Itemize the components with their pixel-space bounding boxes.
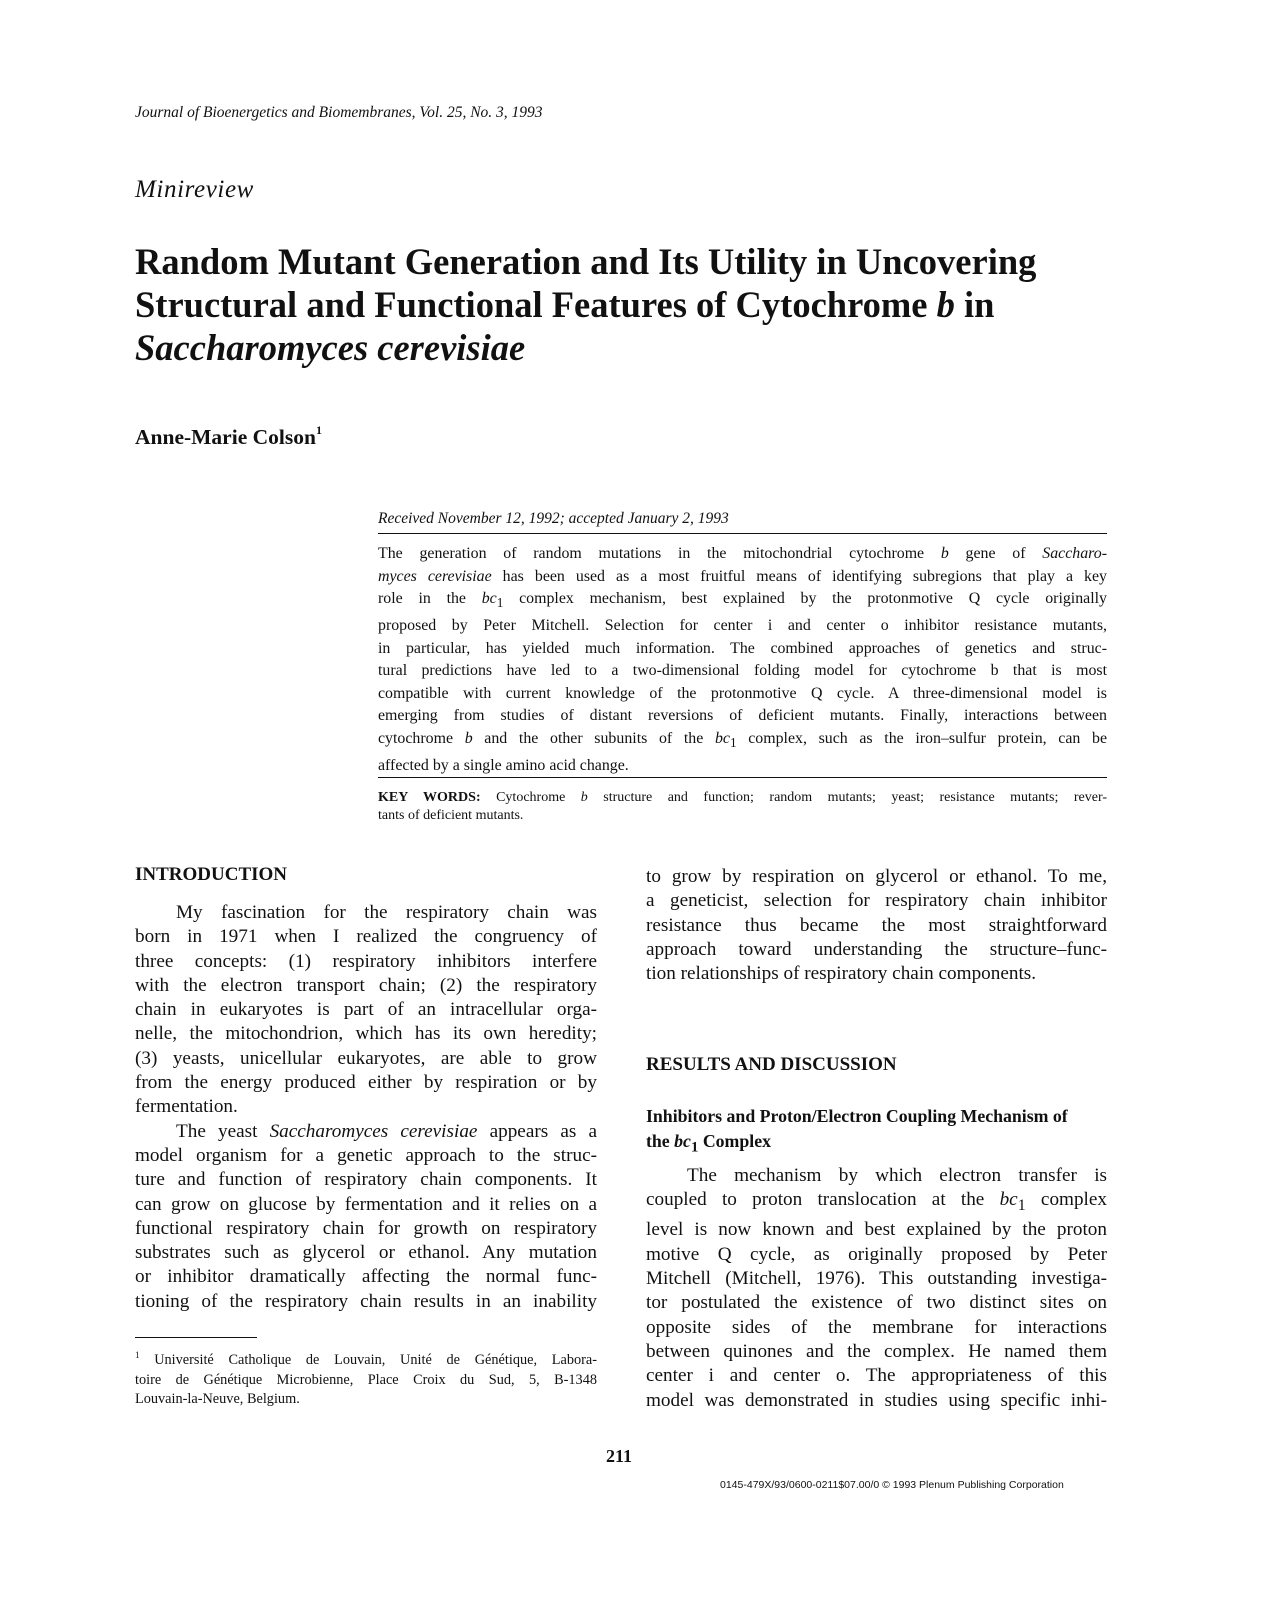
- body-line: tion relationships of respiratory chain components.: [646, 963, 1037, 985]
- subsection-heading: [646, 1104, 1107, 1161]
- abstract-line: compatible with current knowledge of the protonmotive Q cycle. A three-dimensional model is: [378, 684, 1107, 702]
- abstract-bottom-rule: [378, 777, 1107, 778]
- body-line: functional respiratory chain for growth on respiratory: [135, 1217, 597, 1239]
- body-line: resistance thus became the most straightforward: [646, 914, 1107, 936]
- body-line: (3) yeasts, unicellular eukaryotes, are able to grow: [135, 1047, 597, 1069]
- right-column: [646, 865, 1107, 986]
- body-line: or inhibitor dramatically affecting the normal func-: [135, 1266, 597, 1288]
- page-number: 211: [606, 1446, 633, 1466]
- introduction-heading: INTRODUCTION: [135, 864, 288, 885]
- keywords: [378, 789, 1107, 825]
- body-line: center i and center o. The appropriateness of this: [646, 1365, 1107, 1387]
- body-line: nelle, the mitochondrion, which has its own heredity;: [135, 1023, 597, 1045]
- footnote-line: Louvain-la-Neuve, Belgium.: [135, 1391, 300, 1408]
- author-name: Anne-Marie Colson$^1$: [135, 423, 322, 450]
- abstract-line: cytochrome b and the other subunits of the $bc_1$ complex, such as the iron–sulfur protein, can be: [378, 729, 1107, 751]
- body-line: to grow by respiration on glycerol or ethanol. To me,: [646, 866, 1107, 887]
- body-line: ture and function of respiratory chain components. It: [135, 1169, 597, 1191]
- title-line: Saccharomyces cerevisiae: [135, 327, 526, 368]
- left-column: [135, 901, 597, 1314]
- results-heading: RESULTS AND DISCUSSION: [646, 1054, 897, 1075]
- body-line: model organism for a genetic approach to the struc-: [135, 1144, 597, 1166]
- abstract-line: tural predictions have led to a two-dimensional folding model for cytochrome b that is most: [378, 662, 1107, 680]
- received-dates: Received November 12, 1992; accepted January 2, 1993: [378, 510, 729, 527]
- abstract-line: in particular, has yielded much information. The combined approaches of genetics and struc-: [378, 639, 1107, 657]
- body-line: tor postulated the existence of two distinct sites on: [646, 1292, 1107, 1314]
- subsection-heading-line: the $bc_1$ Complex: [646, 1131, 771, 1156]
- author-footnote-marker: 1: [315, 423, 322, 437]
- footnote-line: $^1$ Université Catholique de Louvain, Unité de Génétique, Labora-: [135, 1350, 597, 1368]
- journal-citation: Journal of Bioenergetics and Biomembranes, Vol. 25, No. 3, 1993: [135, 104, 543, 121]
- body-line: Mitchell (Mitchell, 1976). This outstanding investiga-: [646, 1268, 1107, 1290]
- footnote-line: toire de Génétique Microbienne, Place Croix du Sud, 5, B-1348: [135, 1371, 597, 1388]
- abstract-line: role in the $bc_1$ complex mechanism, best explained by the protonmotive Q cycle originally: [378, 590, 1107, 611]
- body-line: model was demonstrated in studies using specific inhi-: [646, 1389, 1107, 1411]
- body-line: fermentation.: [135, 1096, 238, 1118]
- right-column-continued: [646, 1164, 1107, 1413]
- article-title: [135, 240, 1135, 369]
- body-line: The mechanism by which electron transfer is: [687, 1165, 1107, 1186]
- body-line: between quinones and the complex. He named them: [646, 1340, 1107, 1362]
- body-line: level is now known and best explained by the proton: [646, 1219, 1107, 1241]
- body-line: motive Q cycle, as originally proposed by Peter: [646, 1243, 1107, 1265]
- abstract-line: The generation of random mutations in the mitochondrial cytochrome b gene of Saccharo-: [378, 545, 1107, 562]
- body-line: opposite sides of the membrane for interactions: [646, 1316, 1107, 1338]
- abstract-line: proposed by Peter Mitchell. Selection for center i and center o inhibitor resistance mutants,: [378, 616, 1107, 634]
- title-line: Random Mutant Generation and Its Utility in Uncovering: [135, 241, 1037, 282]
- keywords-line: tants of deficient mutants.: [378, 808, 524, 823]
- keywords-line: KEY WORDS: Cytochrome b structure and function; random mutants; yeast; resistance mutants; rever-: [378, 790, 1107, 805]
- body-line: My fascination for the respiratory chain was: [176, 902, 597, 923]
- body-line: substrates such as glycerol or ethanol. Any mutation: [135, 1242, 597, 1264]
- body-line: The yeast Saccharomyces cerevisiae appears as a: [176, 1120, 598, 1142]
- abstract-line: affected by a single amino acid change.: [378, 756, 629, 774]
- subsection-heading-line: Inhibitors and Proton/Electron Coupling Mechanism of: [646, 1106, 1068, 1126]
- body-line: tioning of the respiratory chain results in an inability: [135, 1290, 597, 1312]
- body-line: can grow on glucose by fermentation and it relies on a: [135, 1193, 597, 1215]
- abstract-line: emerging from studies of distant reversions of deficient mutants. Finally, interactions between: [378, 707, 1107, 725]
- abstract-line: myces cerevisiae has been used as a most fruitful means of identifying subregions that play a key: [378, 567, 1107, 585]
- body-line: born in 1971 when I realized the congruency of: [135, 926, 597, 948]
- abstract-top-rule: [378, 533, 1107, 534]
- keywords-label: KEY WORDS:: [378, 790, 481, 805]
- body-line: approach toward understanding the structure–func-: [646, 938, 1107, 960]
- footnote: [135, 1346, 597, 1410]
- abstract: [378, 543, 1107, 777]
- body-line: from the energy produced either by respiration or by: [135, 1072, 597, 1094]
- copyright-line: 0145-479X/93/0600-0211$07.00/0 © 1993 Plenum Publishing Corporation: [720, 1479, 1064, 1491]
- footnote-rule: [135, 1337, 257, 1338]
- body-line: coupled to proton translocation at the $bc_1$ complex: [646, 1189, 1107, 1215]
- section-label: Minireview: [135, 176, 254, 203]
- body-line: a geneticist, selection for respiratory chain inhibitor: [646, 890, 1107, 912]
- body-line: chain in eukaryotes is part of an intracellular orga-: [135, 999, 597, 1021]
- title-line: Structural and Functional Features of Cytochrome b in: [135, 284, 995, 325]
- body-line: three concepts: (1) respiratory inhibitors interfere: [135, 950, 597, 972]
- body-line: with the electron transport chain; (2) the respiratory: [135, 974, 597, 996]
